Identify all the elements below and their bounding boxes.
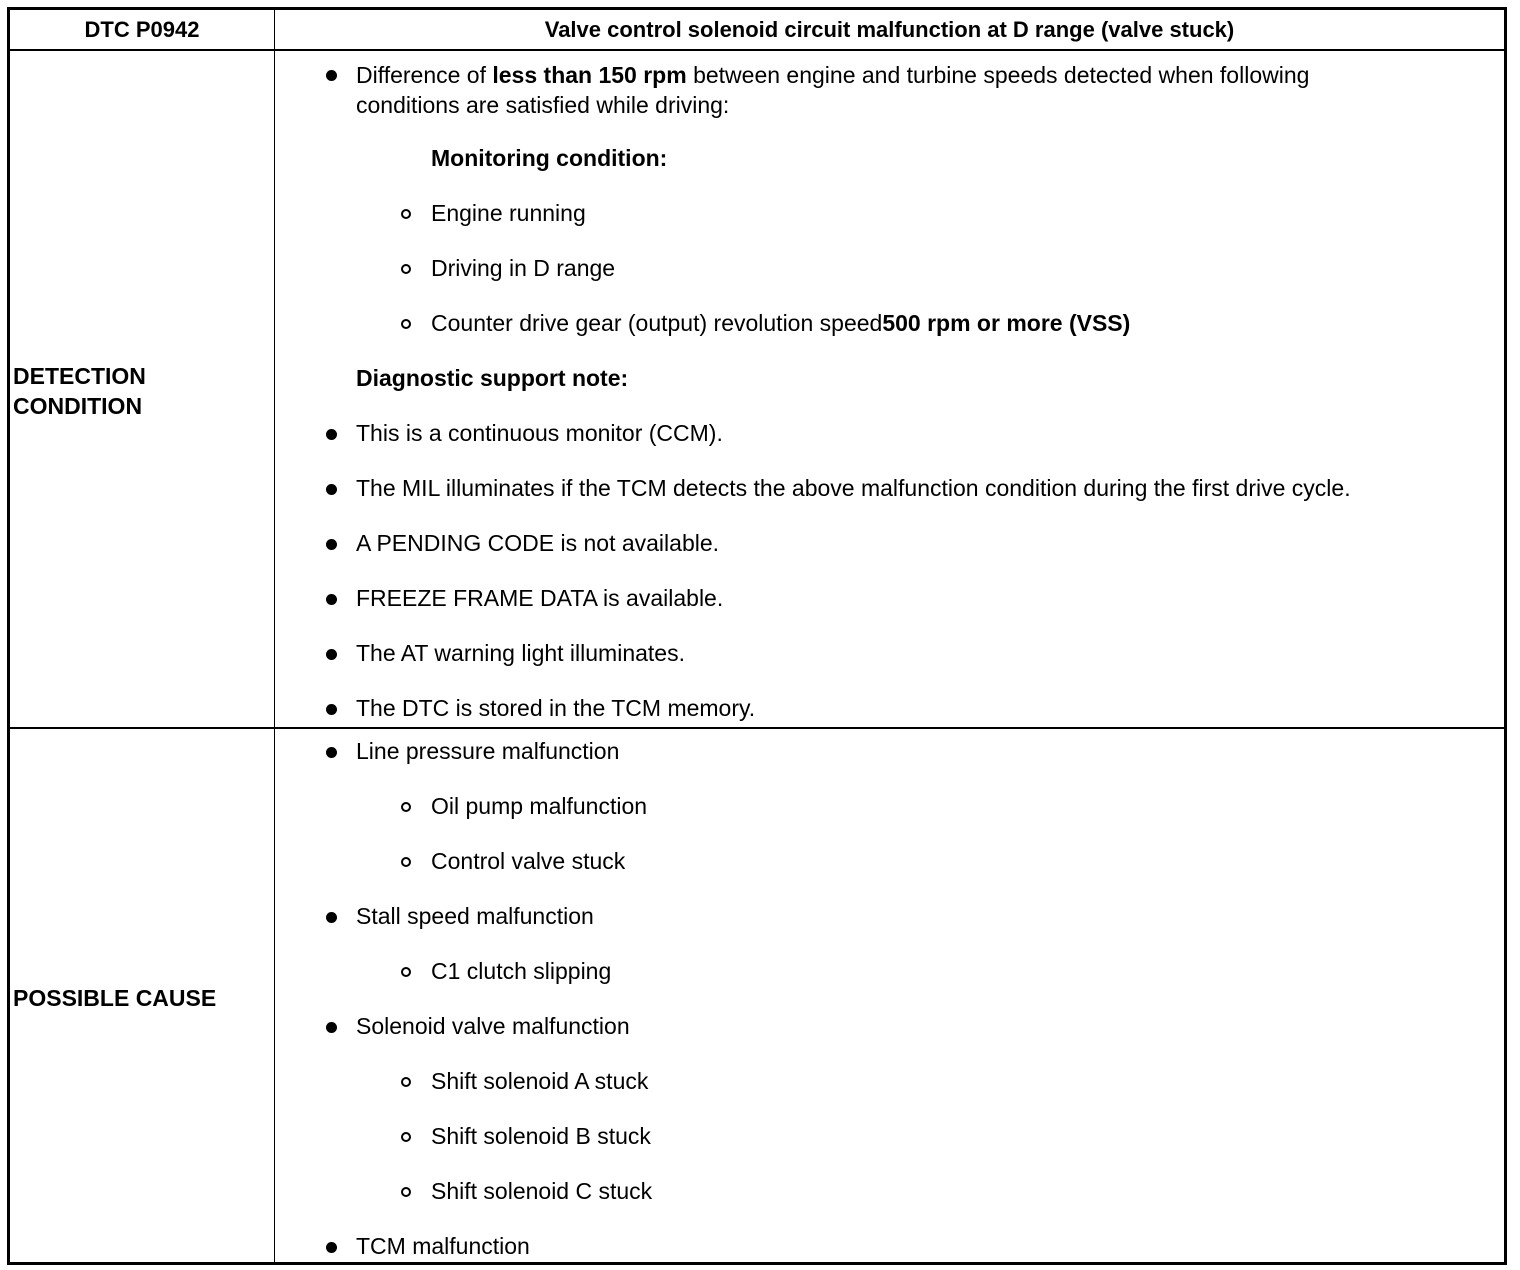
possible-cause-label: POSSIBLE CAUSE — [13, 985, 217, 1011]
bullet-dot-icon — [326, 704, 337, 715]
bullet-ring-icon — [401, 857, 411, 867]
bullet-ring-icon — [401, 1187, 411, 1197]
bullet-ring-icon — [401, 967, 411, 977]
cause-sub-item: Control valve stuck — [431, 848, 626, 874]
detection-condition-label: DETECTION CONDITION — [13, 363, 146, 419]
bullet-dot-icon — [326, 70, 337, 81]
bullet-dot-icon — [326, 484, 337, 495]
support-item: This is a continuous monitor (CCM). — [356, 420, 723, 446]
bullet-ring-icon — [401, 319, 411, 329]
cause-group-title: Solenoid valve malfunction — [356, 1013, 630, 1039]
cause-sub-item: Oil pump malfunction — [431, 793, 648, 819]
support-item: A PENDING CODE is not available. — [356, 530, 720, 556]
cause-group-title: TCM malfunction — [356, 1233, 530, 1259]
dtc-title: Valve control solenoid circuit malfunction at D range (valve stuck) — [544, 17, 1235, 42]
detection-intro: Difference of less than 150 rpm between engine and turbine speeds detected when following conditions are satisfied while driving: — [356, 62, 1310, 118]
cause-sub-item: Shift solenoid B stuck — [431, 1123, 651, 1149]
cause-sub-item: Shift solenoid C stuck — [431, 1178, 653, 1204]
monitoring-item: Driving in D range — [431, 255, 616, 281]
cause-group-title: Stall speed malfunction — [356, 903, 594, 929]
bullet-ring-icon — [401, 802, 411, 812]
bullet-ring-icon — [401, 209, 411, 219]
monitoring-heading: Monitoring condition: — [431, 145, 668, 171]
cause-group-title: Line pressure malfunction — [356, 738, 620, 764]
bullet-ring-icon — [401, 1132, 411, 1142]
dtc-code: DTC P0942 — [84, 17, 200, 42]
support-item: The DTC is stored in the TCM memory. — [356, 695, 756, 721]
bullet-dot-icon — [326, 649, 337, 660]
bullet-dot-icon — [326, 912, 337, 923]
monitoring-item: Engine running — [431, 200, 586, 226]
bullet-dot-icon — [326, 1242, 337, 1253]
bullet-ring-icon — [401, 1077, 411, 1087]
bullet-dot-icon — [326, 1022, 337, 1033]
row-divider — [10, 727, 1504, 729]
bullet-dot-icon — [326, 747, 337, 758]
bullet-dot-icon — [326, 429, 337, 440]
support-heading: Diagnostic support note: — [356, 365, 629, 391]
header-divider — [10, 49, 1504, 51]
support-item: The MIL illuminates if the TCM detects the above malfunction condition during the first drive cycle. — [356, 475, 1351, 501]
monitoring-speed-item: Counter drive gear (output) revolution speed500 rpm or more (VSS) — [431, 310, 1131, 336]
dtc-table — [7, 7, 1507, 1265]
bullet-ring-icon — [401, 264, 411, 274]
bullet-dot-icon — [326, 594, 337, 605]
bullet-dot-icon — [326, 539, 337, 550]
cause-sub-item: C1 clutch slipping — [431, 958, 612, 984]
support-item: The AT warning light illuminates. — [356, 640, 685, 666]
column-divider — [274, 10, 275, 1262]
support-item: FREEZE FRAME DATA is available. — [356, 585, 724, 611]
cause-sub-item: Shift solenoid A stuck — [431, 1068, 649, 1094]
